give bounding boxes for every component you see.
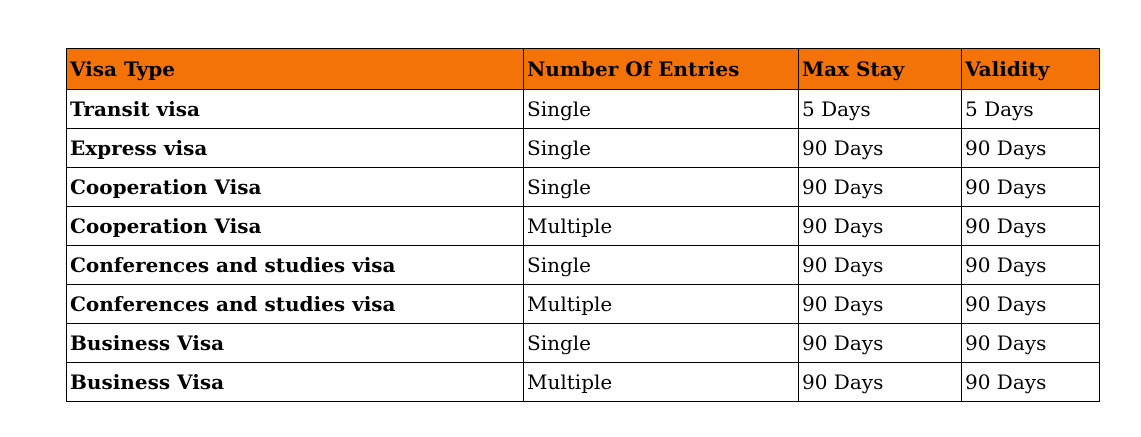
entries-cell: Multiple bbox=[524, 363, 799, 402]
max-stay-cell: 90 Days bbox=[799, 129, 962, 168]
visa-type-cell: Cooperation Visa bbox=[67, 168, 524, 207]
validity-cell: 90 Days bbox=[962, 129, 1100, 168]
visa-type-cell: Conferences and studies visa bbox=[67, 246, 524, 285]
table-row bbox=[67, 168, 1100, 207]
table-row bbox=[67, 285, 1100, 324]
entries-cell: Multiple bbox=[524, 285, 799, 324]
header-visa-type: Visa Type bbox=[67, 49, 524, 90]
max-stay-cell: 90 Days bbox=[799, 207, 962, 246]
visa-type-cell: Express visa bbox=[67, 129, 524, 168]
validity-cell: 90 Days bbox=[962, 207, 1100, 246]
visa-type-cell: Conferences and studies visa bbox=[67, 285, 524, 324]
visa-type-cell: Business Visa bbox=[67, 324, 524, 363]
validity-cell: 90 Days bbox=[962, 285, 1100, 324]
table-row bbox=[67, 90, 1100, 129]
table-row bbox=[67, 129, 1100, 168]
header-number-of-entries: Number Of Entries bbox=[524, 49, 799, 90]
max-stay-cell: 90 Days bbox=[799, 285, 962, 324]
visa-type-cell: Business Visa bbox=[67, 363, 524, 402]
entries-cell: Multiple bbox=[524, 207, 799, 246]
validity-cell: 90 Days bbox=[962, 246, 1100, 285]
validity-cell: 5 Days bbox=[962, 90, 1100, 129]
max-stay-cell: 90 Days bbox=[799, 246, 962, 285]
table-row bbox=[67, 363, 1100, 402]
validity-cell: 90 Days bbox=[962, 168, 1100, 207]
visa-table bbox=[66, 48, 1100, 402]
max-stay-cell: 90 Days bbox=[799, 168, 962, 207]
table-row bbox=[67, 246, 1100, 285]
entries-cell: Single bbox=[524, 324, 799, 363]
validity-cell: 90 Days bbox=[962, 324, 1100, 363]
visa-type-cell: Cooperation Visa bbox=[67, 207, 524, 246]
entries-cell: Single bbox=[524, 168, 799, 207]
header-validity: Validity bbox=[962, 49, 1100, 90]
table-row bbox=[67, 324, 1100, 363]
table-header-row bbox=[67, 49, 1100, 90]
validity-cell: 90 Days bbox=[962, 363, 1100, 402]
entries-cell: Single bbox=[524, 90, 799, 129]
entries-cell: Single bbox=[524, 246, 799, 285]
max-stay-cell: 90 Days bbox=[799, 324, 962, 363]
max-stay-cell: 90 Days bbox=[799, 363, 962, 402]
entries-cell: Single bbox=[524, 129, 799, 168]
max-stay-cell: 5 Days bbox=[799, 90, 962, 129]
header-max-stay: Max Stay bbox=[799, 49, 962, 90]
visa-type-cell: Transit visa bbox=[67, 90, 524, 129]
table-row bbox=[67, 207, 1100, 246]
